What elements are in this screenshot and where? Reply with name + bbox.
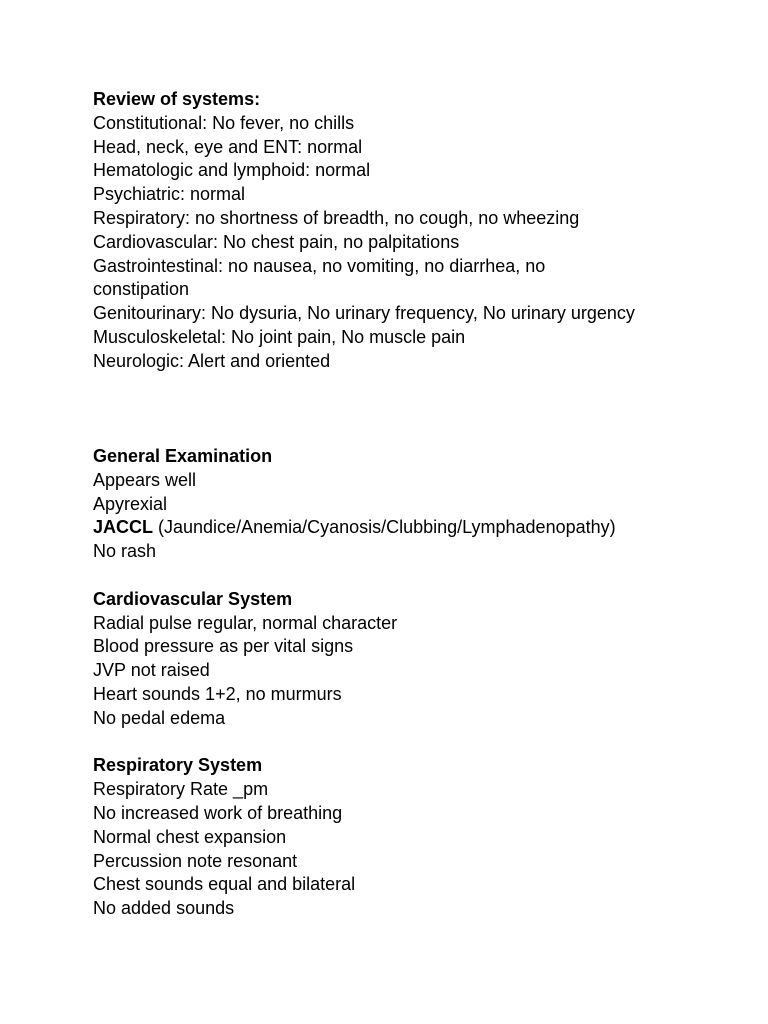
rs-work-of-breathing: No increased work of breathing <box>93 802 343 823</box>
ros-psychiatric: Psychiatric: normal <box>93 184 246 205</box>
ros-neurologic: Neurologic: Alert and oriented <box>93 350 331 371</box>
rs-respiratory-rate: Respiratory Rate _pm <box>93 779 269 800</box>
ros-head-neck-eye-ent: Head, neck, eye and ENT: normal <box>93 136 363 157</box>
ge-jaccl-line <box>93 516 753 540</box>
cardiovascular-system-heading: Cardiovascular System <box>93 588 293 609</box>
rs-chest-expansion: Normal chest expansion <box>93 826 287 847</box>
cvs-jvp: JVP not raised <box>93 660 210 681</box>
ros-gastrointestinal: Gastrointestinal: no nausea, no vomiting, no diarrhea, no <box>93 255 546 276</box>
ge-apyrexial: Apyrexial <box>93 493 168 514</box>
rs-percussion-note: Percussion note resonant <box>93 850 298 871</box>
jaccl-label: JACCL <box>93 517 154 538</box>
section-spacer <box>93 374 753 445</box>
rs-added-sounds: No added sounds <box>93 898 235 919</box>
section-spacer <box>93 731 753 755</box>
rs-chest-sounds: Chest sounds equal and bilateral <box>93 874 356 895</box>
ros-cardiovascular: Cardiovascular: No chest pain, no palpitations <box>93 231 460 252</box>
ge-no-rash: No rash <box>93 541 157 562</box>
cvs-heart-sounds: Heart sounds 1+2, no murmurs <box>93 683 342 704</box>
document-page <box>93 88 753 921</box>
ge-appears-well: Appears well <box>93 469 197 490</box>
cvs-radial-pulse: Radial pulse regular, normal character <box>93 612 398 633</box>
cvs-pedal-edema: No pedal edema <box>93 707 226 728</box>
ros-respiratory: Respiratory: no shortness of breadth, no cough, no wheezing <box>93 207 580 228</box>
ros-hematologic: Hematologic and lymphoid: normal <box>93 160 371 181</box>
respiratory-system-heading: Respiratory System <box>93 755 263 776</box>
cvs-blood-pressure: Blood pressure as per vital signs <box>93 636 354 657</box>
ros-constitutional: Constitutional: No fever, no chills <box>93 112 355 133</box>
general-examination-heading: General Examination <box>93 445 273 466</box>
ros-genitourinary: Genitourinary: No dysuria, No urinary frequency, No urinary urgency <box>93 303 635 324</box>
ros-musculoskeletal: Musculoskeletal: No joint pain, No muscle pain <box>93 326 466 347</box>
ros-gastrointestinal-continued: constipation <box>93 279 190 300</box>
review-of-systems-heading: Review of systems: <box>93 89 261 109</box>
jaccl-text: (Jaundice/Anemia/Cyanosis/Clubbing/Lymphadenopathy) <box>153 517 616 538</box>
section-spacer <box>93 564 753 588</box>
